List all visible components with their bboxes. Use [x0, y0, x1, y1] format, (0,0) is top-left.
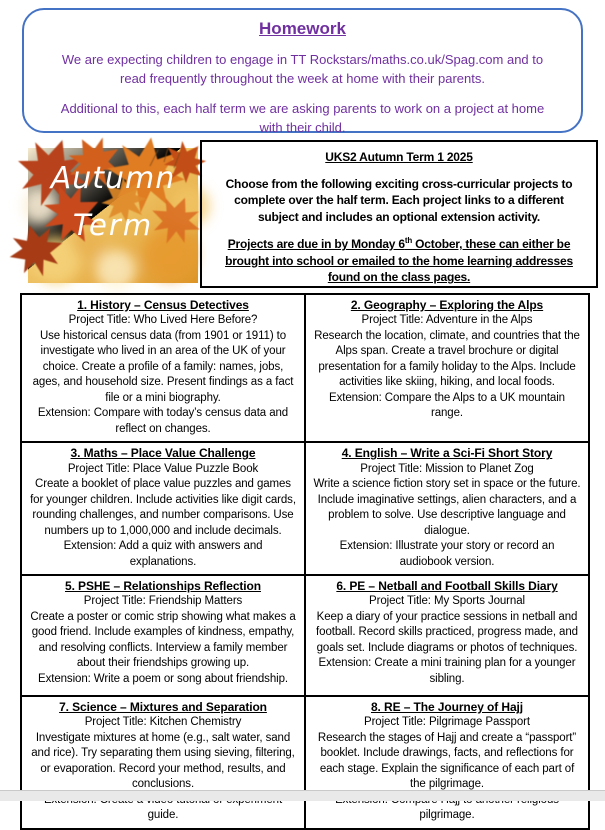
autumn-term-image	[28, 148, 198, 283]
mid-band	[0, 140, 605, 288]
header-paragraph-1: We are expecting children to engage in TT Rockstars/maths.co.uk/Spag.com and to read frequently throughout the week at home with their parents.	[61, 52, 544, 86]
project-title: Project Title: Friendship Matters	[83, 595, 243, 608]
project-title: Project Title: Place Value Puzzle Book	[67, 462, 259, 475]
autumn-term-label-line2: Term	[72, 208, 154, 242]
project-cell-re	[305, 696, 589, 829]
project-description: Use historical census data (from 1901 or 1911) to investigate who lived in an area of the UK of your choice. Create a profile of a family: names, jobs, ages, and household size. Present findings as a fact file or a mini biography.	[32, 329, 294, 404]
project-extension: guide.	[147, 809, 179, 822]
project-heading: 5. PSHE – Relationships Reflection	[65, 579, 261, 594]
page-title: Homework	[259, 19, 346, 38]
project-heading: 4. English – Write a Sci-Fi Short Story	[341, 446, 553, 461]
project-cell-pe	[305, 575, 589, 696]
project-cell-english	[305, 442, 589, 575]
project-description: Research the location, climate, and countries that the Alps span. Create a travel brochure or digital presentation for a family holiday to the Alps. Include activities like skiing, hiking, and local foods.	[314, 329, 580, 389]
project-description: Create a poster or comic strip showing what makes a good friend. Include examples of kindness, empathy, and resolving conflicts. Interview a family member about their friendships growing up.	[30, 610, 296, 670]
project-title: Project Title: Adventure in the Alps	[361, 314, 533, 327]
project-heading: 7. Science – Mixtures and Separation	[59, 700, 267, 715]
project-extension: Extension: Add a quiz with answers and explanations.	[63, 540, 263, 568]
autumn-term-label-line1: Autumn	[50, 161, 176, 196]
project-heading: 3. Maths – Place Value Challenge	[70, 446, 256, 461]
autumn-leaves-art	[28, 148, 198, 283]
project-heading: 8. RE – The Journey of Hajj	[370, 700, 523, 715]
header-paragraph-2: Additional to this, each half term we are asking parents to work on a project at home with their child.	[60, 100, 545, 135]
project-extension: Extension: Write a poem or song about friendship.	[38, 672, 288, 685]
table-row	[21, 294, 589, 442]
homework-header-box	[22, 8, 583, 133]
project-title: Project Title: Kitchen Chemistry	[84, 716, 242, 729]
term-info-box	[200, 140, 598, 288]
due-date-ordinal: th	[404, 236, 413, 246]
project-heading: 2. Geography – Exploring the Alps	[350, 298, 544, 312]
project-title: Project Title: Mission to Planet Zog	[360, 462, 534, 475]
term-info-intro: Choose from the following exciting cross-curricular projects to complete over the half term. Each project links to a different subject and includes an optional extension activity.	[225, 176, 573, 224]
page-edge-bar	[0, 790, 605, 801]
project-description: Keep a diary of your practice sessions in netball and football. Record skills practiced, progress made, and goals set. Include diagrams or photos of techniques.	[316, 610, 578, 654]
project-title: Project Title: My Sports Journal	[369, 595, 525, 608]
project-cell-maths	[21, 442, 305, 575]
due-date-text: Projects are due in by Monday 6	[227, 237, 405, 252]
table-row	[21, 575, 589, 696]
table-row	[21, 696, 589, 829]
project-extension: Extension: Create a mini training plan for a younger sibling.	[318, 657, 576, 685]
project-extension: Extension: Compare the Alps to a UK mountain range.	[329, 391, 565, 420]
project-description: Investigate mixtures at home (e.g., salt water, sand and rice). Try separating them using sieving, filtering, or evaporation. Record your method, results, and conclusions.	[31, 731, 295, 791]
project-cell-science	[21, 696, 305, 829]
due-date-text-suffix: October, these can either be brought into school or emailed to the home learning addresses found on the class pages.	[225, 237, 573, 285]
table-row	[21, 442, 589, 575]
project-title: Project Title: Who Lived Here Before?	[68, 314, 258, 327]
project-description: Research the stages of Hajj and create a “passport” booklet. Include drawings, facts, and reflections for each stage. Explain the significance of each part of the pilgrimage.	[317, 731, 577, 791]
project-heading: 1. History – Census Detectives	[77, 298, 249, 312]
term-info-title: UKS2 Autumn Term 1 2025	[325, 150, 473, 164]
project-description: Write a science fiction story set in space or the future. Include imaginative settings, alien characters, and a problem to solve. Use descriptive language and dialogue.	[313, 478, 581, 537]
project-extension: Extension: Compare with today’s census data and reflect on changes.	[37, 407, 289, 435]
project-description: Create a booklet of place value puzzles and games for younger children. Include activities like digit cards, rounding challenges, and number comparisons. Use numbers up to 1,000,000 and include decimals.	[30, 478, 296, 537]
project-cell-geography	[305, 294, 589, 442]
project-extension: Extension: Illustrate your story or record an audiobook version.	[339, 540, 555, 568]
project-heading: 6. PE – Netball and Football Skills Diary	[336, 579, 558, 594]
project-cell-history	[21, 294, 305, 442]
term-info-due-date	[214, 235, 584, 286]
projects-table	[20, 293, 590, 830]
project-extension: pilgrimage.	[419, 809, 475, 822]
project-title: Project Title: Pilgrimage Passport	[364, 716, 530, 729]
project-cell-pshe	[21, 575, 305, 696]
